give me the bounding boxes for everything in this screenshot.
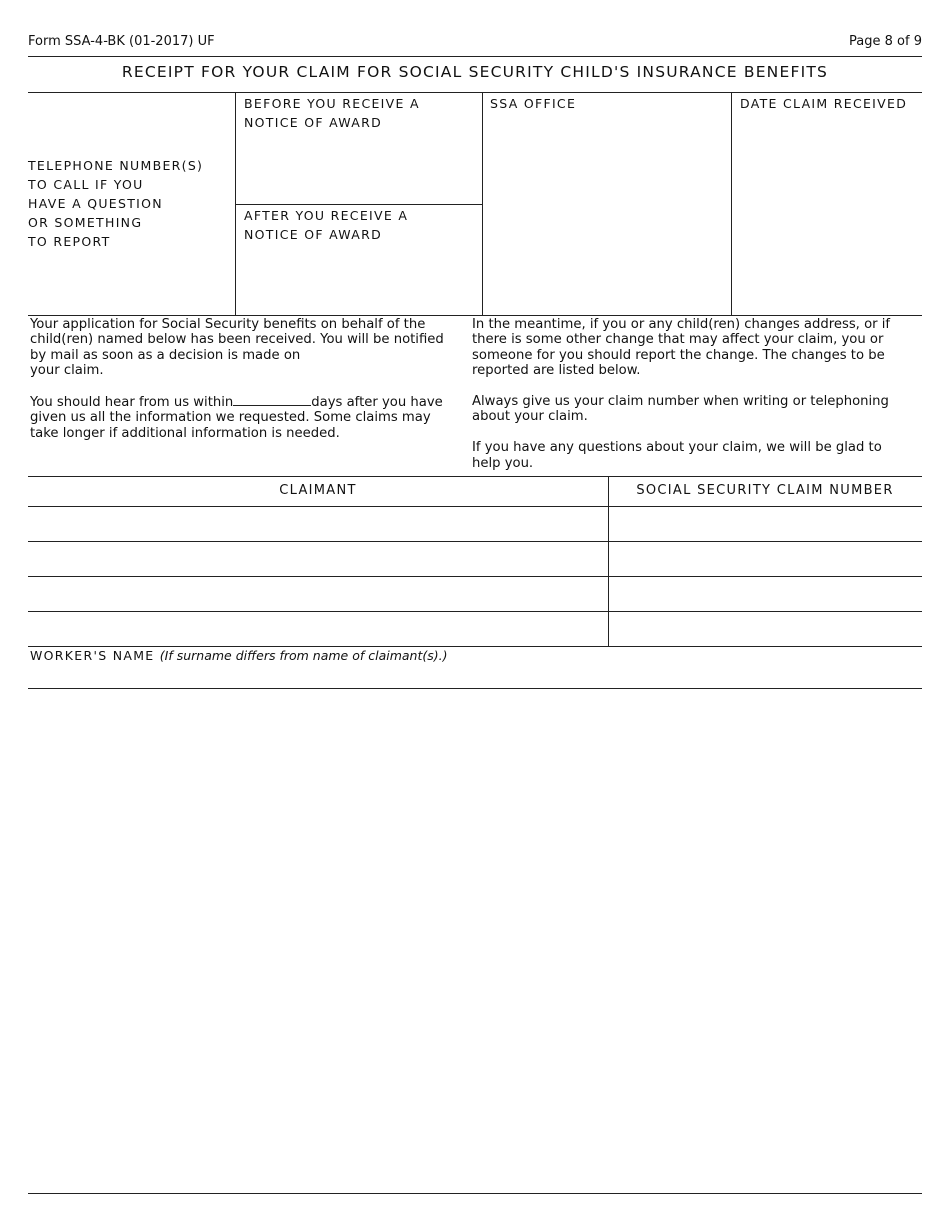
worker-name-field[interactable]	[28, 664, 922, 687]
left-info-text: Your application for Social Security benefits on behalf of the child(ren) named below has been received. You will be notified by mail as soon as a decision is made on your claim. You should hear from us within days after you have given us all the information we requested. Some claims may take longer if additional information is needed.	[30, 317, 444, 441]
claimant-column-header: CLAIMANT	[279, 483, 357, 498]
claim-number-field[interactable]	[609, 577, 922, 611]
after-award-field[interactable]: AFTER YOU RECEIVE A NOTICE OF AWARD	[244, 208, 409, 242]
divider	[731, 92, 732, 315]
claimant-name-field[interactable]	[28, 612, 608, 646]
divider	[28, 688, 922, 689]
phone-numbers-label: TELEPHONE NUMBER(S) TO CALL IF YOU HAVE A QUESTION OR SOMETHING TO REPORT	[28, 158, 204, 249]
ssa-office-field[interactable]: SSA OFFICE	[490, 96, 577, 111]
days-blank-field[interactable]	[233, 394, 311, 406]
divider	[28, 92, 922, 93]
before-award-field[interactable]: BEFORE YOU RECEIVE A NOTICE OF AWARD	[244, 96, 420, 130]
divider	[235, 204, 482, 205]
claim-number-field[interactable]	[609, 507, 922, 541]
divider	[28, 476, 922, 477]
claimant-name-field[interactable]	[28, 577, 608, 611]
page-title: RECEIPT FOR YOUR CLAIM FOR SOCIAL SECURITY CHILD'S INSURANCE BENEFITS	[121, 63, 829, 81]
footer-divider	[28, 1193, 922, 1194]
divider	[28, 315, 922, 316]
page-number: Page 8 of 9	[849, 34, 922, 49]
claimant-name-field[interactable]	[28, 542, 608, 576]
form-id: Form SSA-4-BK (01-2017) UF	[28, 34, 215, 49]
worker-name-note: (If surname differs from name of claimant(s).)	[159, 648, 448, 663]
claim-number-field[interactable]	[609, 542, 922, 576]
claim-number-column-header: SOCIAL SECURITY CLAIM NUMBER	[636, 483, 894, 498]
worker-name-label: WORKER'S NAME (If surname differs from name of claimant(s).)	[30, 648, 448, 663]
claim-number-field[interactable]	[609, 612, 922, 646]
divider	[482, 92, 483, 315]
claimant-name-field[interactable]	[28, 507, 608, 541]
divider	[28, 56, 922, 57]
right-info-text: In the meantime, if you or any child(ren) changes address, or if there is some other change that may affect your claim, you or someone for you should report the change. The changes to be reported are listed below. Always give us your claim number when writing or telephoning about your claim. If you have any questions about your claim, we will be glad to help you.	[472, 317, 891, 471]
date-claim-received-field[interactable]: DATE CLAIM RECEIVED	[740, 96, 908, 111]
